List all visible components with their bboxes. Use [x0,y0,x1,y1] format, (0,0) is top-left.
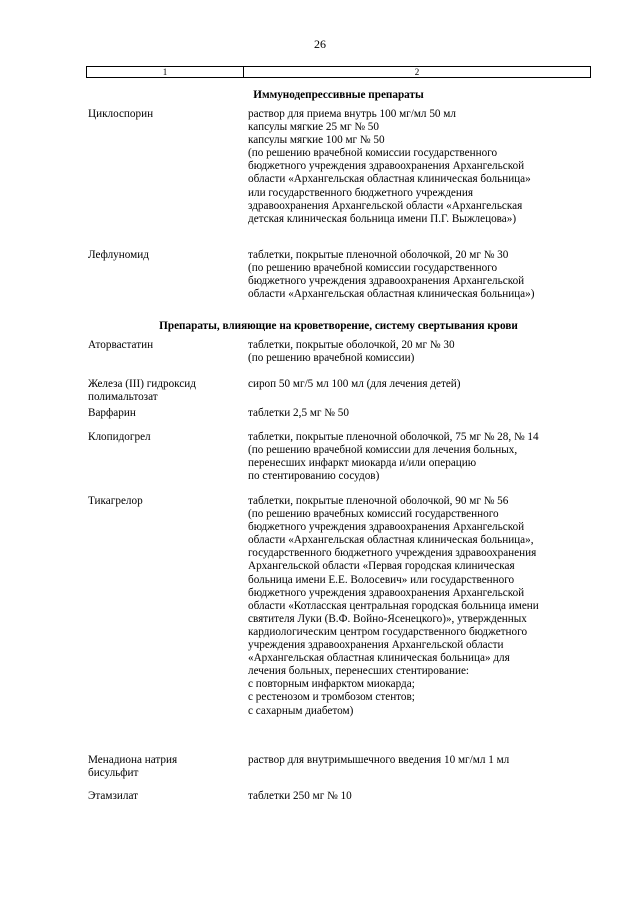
section-title-immunosuppressants: Иммунодепрессивные препараты [253,89,424,101]
drug-name: Тикагрелор [88,495,143,507]
drug-name: Менадиона натрия бисульфит [88,754,178,780]
table-header [86,66,591,78]
header-col-1: 1 [87,67,244,77]
drug-form: таблетки, покрытые пленочной оболочкой, 90 мг № 56 (по решению врачебных комиссий государственного бюджетного учреждения здравоохранения Архангельской области «Архангельская областная клиническая больница», государственного бюджетного учреждения здравоохранения Архангельской области «Первая городская клиническая больница имени Е.Е. Волосевич» или государственного бюджетного учреждения здравоохранения Архангельской области «Котласская центральная городская больница имени святителя Луки (В.Ф. Войно-Ясенецкого)», утвержденных кардиологическим центром государственного бюджетного учреждения здравоохранения Архангельской области «Архангельская областная клиническая больница» для лечения больных, перенесших стентирование: с повторным инфарктом миокарда; с рестенозом и тромбозом стентов; с сахарным диабетом) [248,495,539,717]
drug-form: таблетки 2,5 мг № 50 [248,407,349,419]
drug-name: Аторвастатин [88,339,154,351]
drug-form: таблетки 250 мг № 10 [248,790,352,802]
page-number: 26 [314,37,326,51]
drug-form: сироп 50 мг/5 мл 100 мл (для лечения детей) [248,378,461,390]
drug-name: Этамзилат [88,790,139,802]
drug-name: Железа (III) гидроксид полимальтозат [88,378,196,404]
drug-name: Варфарин [88,407,136,419]
drug-form: раствор для приема внутрь 100 мг/мл 50 мл капсулы мягкие 25 мг № 50 капсулы мягкие 100 мг № 50 (по решению врачебной комиссии государственного бюджетного учреждения здравоохранения Архангельской области «Архангельская областная клиническая больница» или государственного бюджетного учреждения здравоохранения Архангельской области «Архангельская детская клиническая больница имени П.Г. Выжлецова») [248,108,531,225]
section-title-hematopoiesis: Препараты, влияющие на кроветворение, систему свертывания крови [159,320,518,332]
drug-name: Клопидогрел [88,431,151,443]
drug-name: Циклоспорин [88,108,154,120]
drug-name: Лефлуномид [88,249,149,261]
drug-form: таблетки, покрытые пленочной оболочкой, 75 мг № 28, № 14 (по решению врачебной комиссии для лечения больных, перенесших инфаркт миокарда и/или операцию по стентированию сосудов) [248,431,539,483]
header-col-2: 2 [414,67,420,77]
drug-form: раствор для внутримышечного введения 10 мг/мл 1 мл [248,754,510,766]
drug-form: таблетки, покрытые пленочной оболочкой, 20 мг № 30 (по решению врачебной комиссии государственного бюджетного учреждения здравоохранения Архангельской области «Архангельская областная клиническая больница») [248,249,535,301]
drug-form: таблетки, покрытые оболочкой, 20 мг № 30 (по решению врачебной комиссии) [248,339,455,365]
